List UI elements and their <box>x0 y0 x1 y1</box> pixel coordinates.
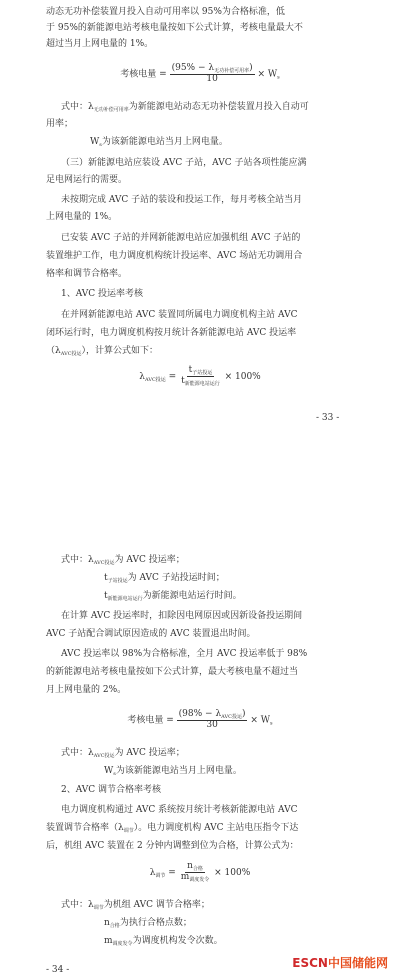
explain-line: 式中：$\lambda_{AVC投运}$为 AVC 投运率； <box>61 555 185 566</box>
text-line: 格率和调节合格率。 <box>46 269 128 279</box>
text-line: 的新能源电站考核电量按如下公式计算，最大考核电量不超过当 <box>46 667 299 677</box>
text-line: 足电网运行的需要。 <box>46 175 128 185</box>
text-line: 于 95%的新能源电站考核电量按如下公式计算，考核电量最大不 <box>46 23 303 33</box>
text-line: 动态无功补偿装置月投入自动可用率以 95%为合格标准，低 <box>46 7 285 17</box>
page-number: - 34 - <box>46 965 70 975</box>
text-line: 后，机组 AVC 装置在 2 分钟内调整到位为合格，计算公式为： <box>46 841 299 851</box>
text-line: 未按期完成 AVC 子站的装设和投运工作，每月考核全站当月 <box>61 195 303 205</box>
text-line: $(\lambda_{AVC投运})$，计算公式如下： <box>46 346 159 357</box>
text-line: 闭环运行时，电力调度机构按月统计各新能源电站 AVC 投运率 <box>46 328 297 338</box>
text-line: 已安装 AVC 子站的并网新能源电站应加强机组 AVC 子站的 <box>61 233 301 243</box>
text-line: 装置调节合格率$(\lambda_{调节})$。电力调度机构 AVC 主站电压指令下达 <box>46 823 299 834</box>
text-line: 月上网电量的 2%。 <box>46 685 127 695</box>
text-line: （三）新能源电站应装设 AVC 子站，AVC 子站各项性能应满 <box>61 158 307 168</box>
text-line: AVC 投运率以 98%为合格标准，全月 AVC 投运率低于 98% <box>61 649 308 659</box>
formula-penalty-reactive: 考核电量 = $\frac{(95\% - \lambda_{无功补偿可用率})}{10}$ × $W_s$ <box>120 63 280 84</box>
text-line: 超过当月上网电量的 1%。 <box>46 39 154 49</box>
text-line: 在计算 AVC 投运率时，扣除因电网原因或因新设备投运期间 <box>61 611 303 621</box>
page-34 <box>0 544 400 979</box>
explain-line: $W_s$为该新能源电站当月上网电量。 <box>90 137 228 148</box>
explain-line: $m_{调度发令}$为调度机构发令次数。 <box>104 936 223 947</box>
section-heading: 2、AVC 调节合格率考核 <box>61 785 162 795</box>
formula-avc-rate: $\lambda_{AVC投运}$ = $\frac{t_{子站投运}}{t_{新能源电站运行}}$ × 100% <box>139 365 261 387</box>
explain-line: $t_{新能源电站运行}$为新能源电站运行时间。 <box>104 591 242 602</box>
explain-line: $t_{子站投运}$为 AVC 子站投运时间； <box>104 573 225 584</box>
explain-line: $n_{合格}$为执行合格点数； <box>104 918 192 929</box>
page-33 <box>0 0 400 460</box>
formula-adjust-rate: $\lambda_{调节}$ = $\frac{n_{合格}}{m_{调度发令}}$ × 100% <box>149 861 251 883</box>
page-number: - 33 - <box>316 413 340 423</box>
text-line: 电力调度机构通过 AVC 系统按月统计考核新能源电站 AVC <box>61 805 298 815</box>
text-line: 装置维护工作，电力调度机构统计投运率、AVC 场站无功调用合 <box>46 251 303 261</box>
explain-line: 式中：$\lambda_{调节}$为机组 AVC 调节合格率； <box>61 900 210 911</box>
escn-logo: ESCN中国储能网 <box>292 956 388 970</box>
formula-penalty-avc: 考核电量 = $\frac{(98\% - \lambda_{AVC投运})}{30}$ × $W_s$ <box>127 709 273 730</box>
text-line: AVC 子站配合调试原因造成的 AVC 装置退出时间。 <box>46 629 256 639</box>
explain-line: 式中：$\lambda_{无功补偿可用率}$为新能源电站动态无功补偿装置月投入自动可 <box>61 102 309 113</box>
text-line: 上网电量的 1%。 <box>46 212 118 222</box>
text-line: 用率； <box>46 119 74 129</box>
explain-line: 式中：$\lambda_{AVC投运}$为 AVC 投运率； <box>61 748 185 759</box>
explain-line: $W_s$为该新能源电站当月上网电量。 <box>104 766 242 777</box>
page-gap <box>0 460 400 544</box>
section-heading: 1、AVC 投运率考核 <box>61 289 144 299</box>
text-line: 在并网新能源电站 AVC 装置同所属电力调度机构主站 AVC <box>61 310 298 320</box>
